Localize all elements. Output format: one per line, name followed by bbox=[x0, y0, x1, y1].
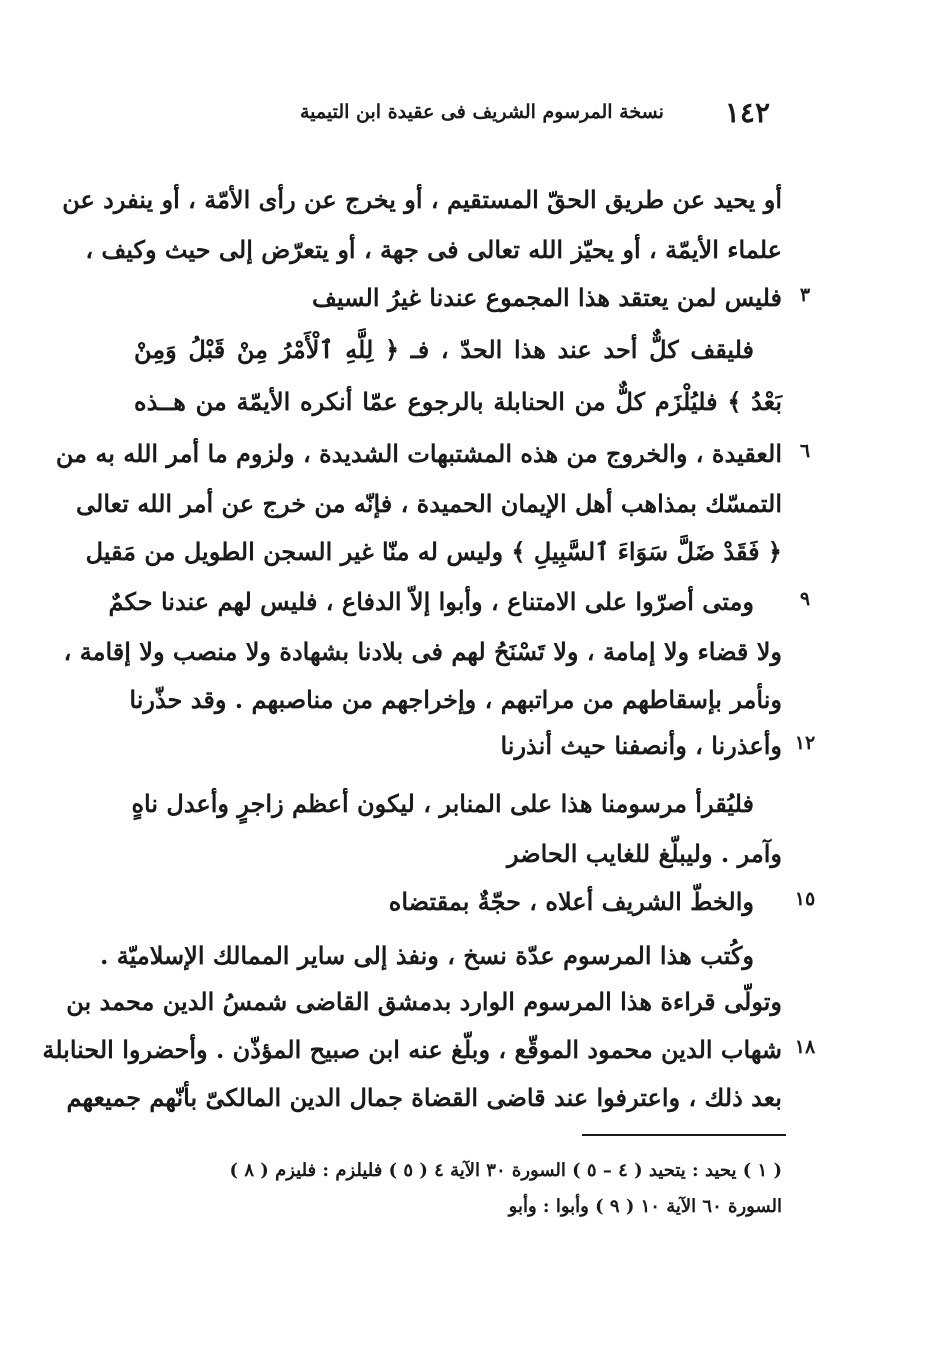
line-text: ولا قضاء ولا إمامة ، ولا تَسْنَحُ لهم فى بلادنا بشهادة ولا منصب ولا إقامة ، bbox=[63, 637, 782, 666]
running-title: نسخة المرسوم الشريف فى عقيدة ابن التيمية bbox=[300, 101, 664, 123]
line-text: ونأمر بإسقاطهم من مراتبهم ، وإخراجهم من مناصبهم . وقد حذّرنا bbox=[129, 685, 782, 714]
line-text: وآمر . وليبلّغ للغايب الحاضر bbox=[506, 839, 782, 868]
line-text: ﴿ فَقَدْ ضَلَّ سَوَاءَ ٱلسَّبِيلِ ﴾ وليس له منّا غير السجن الطويل من مَقيل bbox=[85, 537, 782, 566]
line-text: وكُتب هذا المرسوم عدّة نسخ ، ونفذ إلى ساير الممالك الإسلاميّة . bbox=[100, 941, 754, 970]
line-number: ٣ bbox=[799, 284, 811, 306]
text-line bbox=[0, 530, 944, 580]
text-line bbox=[0, 276, 944, 326]
line-text: التمسّك بمذاهب أهل الإيمان الحميدة ، فإنّه من خرج عن أمر الله تعالى bbox=[76, 489, 782, 518]
text-line bbox=[0, 482, 944, 532]
footnote-line: ( ١ ) يحيد : يتحيد ( ٤ – ٥ ) السورة ٣٠ الآية ٤ ( ٥ ) فليلزم : فليزم ( ٨ ) bbox=[229, 1160, 782, 1181]
text-line bbox=[0, 178, 944, 228]
line-number: ٩ bbox=[799, 588, 811, 610]
footnote-line: السورة ٦٠ الآية ١٠ ( ٩ ) وأبوا : وأبو bbox=[508, 1196, 782, 1217]
line-text: العقيدة ، والخروج من هذه المشتبهات الشديدة ، ولزوم ما أمر الله به من bbox=[55, 439, 782, 468]
text-line bbox=[0, 678, 944, 728]
text-line bbox=[0, 880, 944, 930]
text-line bbox=[0, 630, 944, 680]
text-line bbox=[0, 580, 944, 630]
line-number: ٦ bbox=[799, 440, 811, 462]
text-line bbox=[0, 228, 944, 278]
page-header bbox=[300, 92, 770, 132]
line-text: أو يحيد عن طريق الحقّ المستقيم ، أو يخرج عن رأى الأمّة ، أو ينفرد عن bbox=[62, 185, 782, 214]
line-number: ١٨ bbox=[794, 1036, 816, 1058]
line-number: ١٢ bbox=[794, 732, 816, 754]
text-line bbox=[0, 934, 944, 984]
text-line bbox=[0, 380, 944, 430]
footnote-divider bbox=[582, 1134, 786, 1136]
line-text: فليُقرأ مرسومنا هذا على المنابر ، ليكون أعظم زاجرٍ وأعدل ناهٍ bbox=[131, 789, 754, 818]
text-line bbox=[0, 782, 944, 832]
text-line bbox=[0, 724, 944, 774]
line-text: والخطّ الشريف أعلاه ، حجّةٌ بمقتضاه bbox=[388, 887, 754, 916]
line-text: شهاب الدين محمود الموقّع ، وبلّغ عنه ابن صبيح المؤذّن . وأحضروا الحنابلة bbox=[42, 1035, 782, 1064]
line-text: فليس لمن يعتقد هذا المجموع عندنا غيرُ السيف bbox=[312, 283, 782, 312]
text-line bbox=[0, 1076, 944, 1126]
line-text: بَعْدُ ﴾ فليُلْزَم كلٌّ من الحنابلة بالرجوع عمّا أنكره الأيمّة من هــذه bbox=[134, 387, 782, 416]
line-text: فليقف كلٌّ أحد عند هذا الحدّ ، فـ ﴿ لِلَّهِ ٱلْأَمْرُ مِنْ قَبْلُ وَمِنْ bbox=[134, 335, 754, 364]
text-line bbox=[0, 432, 944, 482]
text-line bbox=[0, 832, 944, 882]
page-number: ١٤٢ bbox=[724, 95, 770, 129]
text-line bbox=[0, 980, 944, 1030]
line-text: وأعذرنا ، وأنصفنا حيث أنذرنا bbox=[500, 731, 782, 760]
text-line bbox=[0, 328, 944, 378]
line-text: بعد ذلك ، واعترفوا عند قاضى القضاة جمال الدين المالكىّ بأنّهم جميعهم bbox=[66, 1083, 782, 1112]
text-line bbox=[0, 1028, 944, 1078]
line-text: علماء الأيمّة ، أو يحيّز الله تعالى فى جهة ، أو يتعرّض إلى حيث وكيف ، bbox=[85, 235, 782, 264]
line-number: ١٥ bbox=[794, 888, 816, 910]
line-text: وتولّى قراءة هذا المرسوم الوارد بدمشق القاضى شمسُ الدين محمد بن bbox=[66, 987, 782, 1016]
line-text: ومتى أصرّوا على الامتناع ، وأبوا إلاّ الدفاع ، فليس لهم عندنا حكمٌ bbox=[108, 587, 754, 616]
